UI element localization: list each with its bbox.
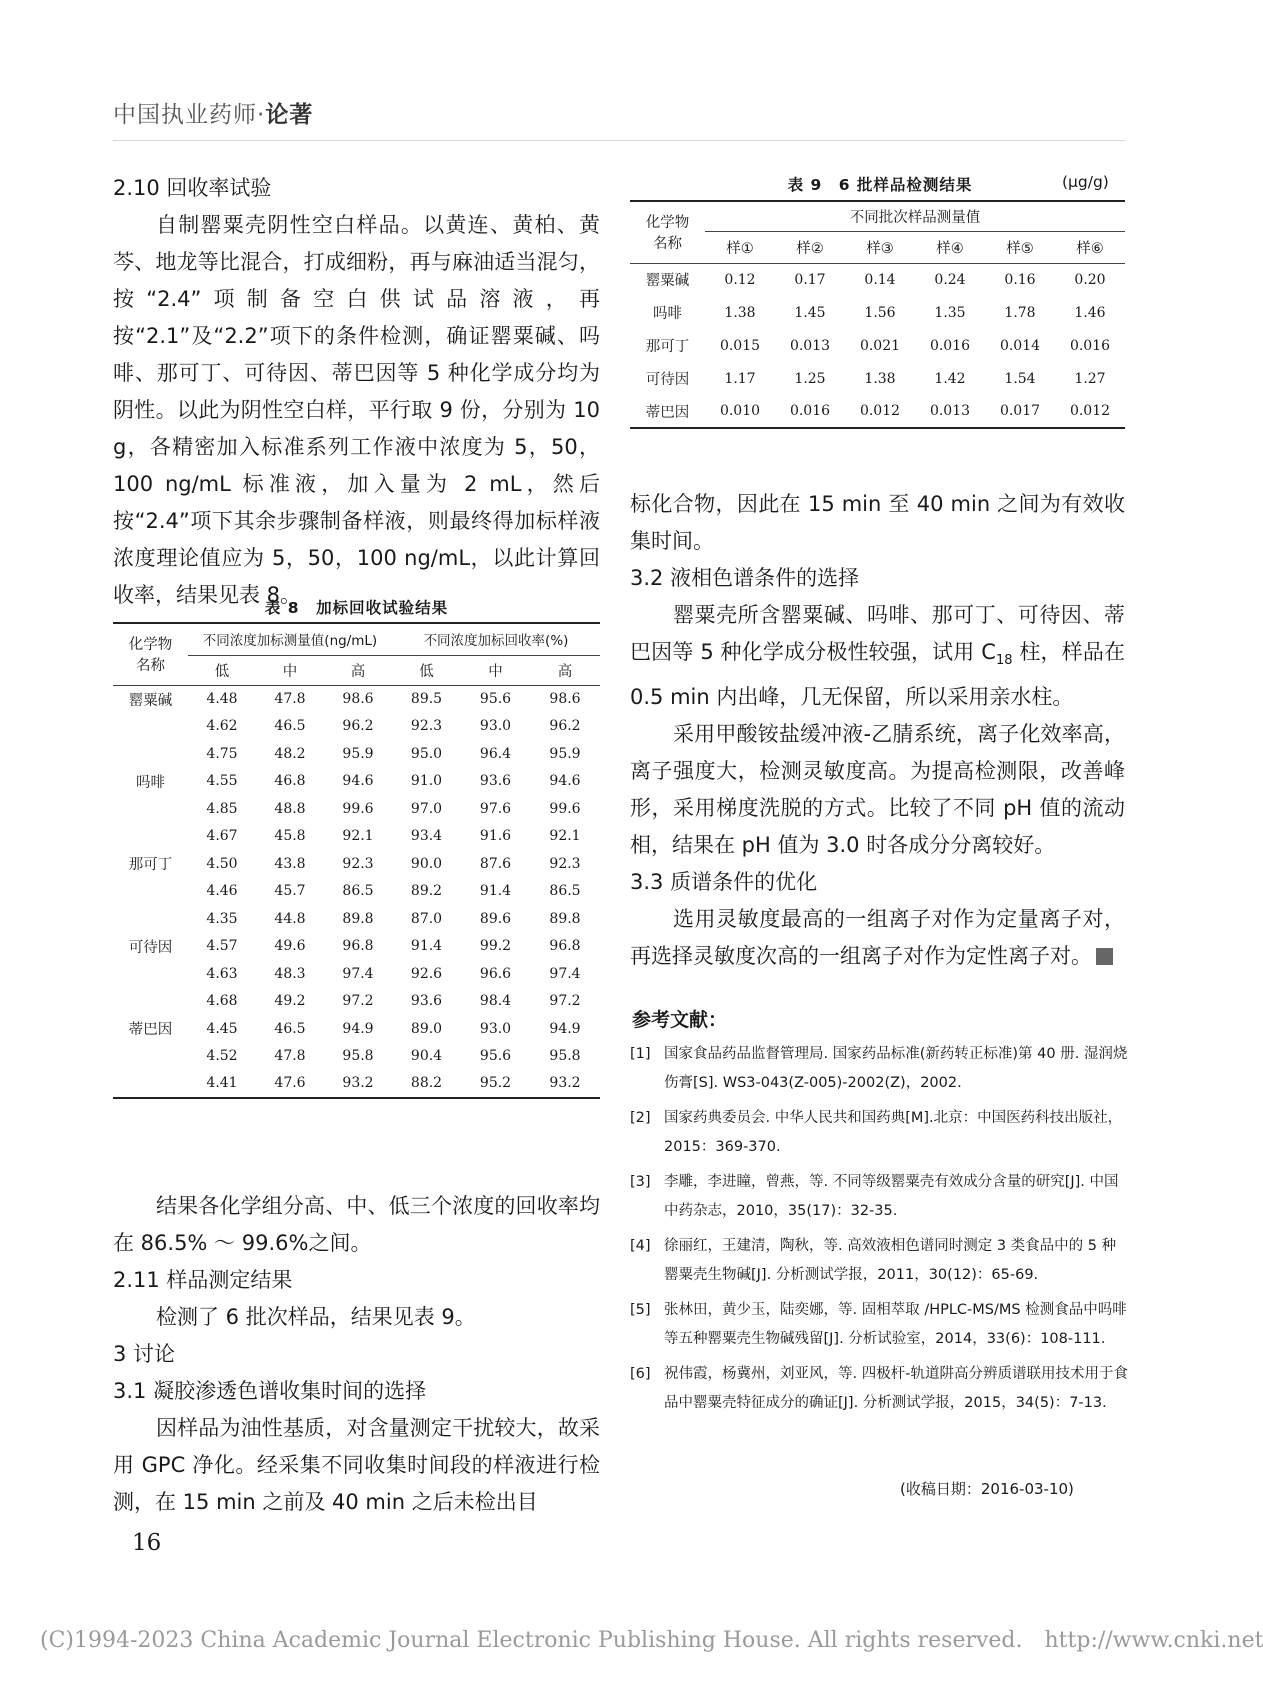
table-cell: 88.2 bbox=[410, 1075, 443, 1092]
table-cell: 87.6 bbox=[479, 855, 512, 872]
table-row bbox=[630, 329, 1125, 362]
table-cell: 97.2 bbox=[549, 993, 581, 1010]
table-cell: 96.8 bbox=[342, 938, 374, 955]
received-date: (收稿日期：2016-03-10) bbox=[900, 1480, 1074, 1498]
table-row bbox=[630, 362, 1125, 395]
table-cell: 48.2 bbox=[274, 745, 306, 762]
table-cell: 0.013 bbox=[929, 403, 971, 419]
compound-name: 罂粟碱 bbox=[128, 692, 173, 709]
table9 bbox=[630, 200, 1125, 429]
table-cell: 99.2 bbox=[479, 938, 512, 955]
table-cell: 4.45 bbox=[206, 1020, 238, 1037]
table-cell: 91.6 bbox=[479, 828, 512, 845]
table-cell: 0.012 bbox=[859, 403, 901, 419]
table-cell: 1.27 bbox=[1074, 370, 1106, 387]
table8 bbox=[113, 622, 600, 1099]
c18-subscript: 18 bbox=[995, 653, 1013, 669]
table-cell: 92.3 bbox=[342, 855, 374, 872]
table-cell: 99.6 bbox=[342, 800, 374, 817]
table-cell: 95.9 bbox=[549, 745, 581, 762]
table9-sample-header: 样② bbox=[796, 240, 824, 257]
table-cell: 1.45 bbox=[794, 304, 826, 321]
table-cell: 4.50 bbox=[206, 855, 238, 872]
table-cell: 47.8 bbox=[274, 1048, 306, 1065]
table-cell: 4.46 bbox=[206, 883, 238, 900]
table-row bbox=[630, 263, 1125, 296]
header-divider bbox=[113, 140, 1125, 141]
table-cell: 92.1 bbox=[549, 828, 581, 845]
table-row bbox=[113, 768, 600, 796]
section-3-2-para1 bbox=[630, 597, 1125, 716]
table-cell: 1.38 bbox=[724, 304, 756, 321]
table9-sample-header: 样④ bbox=[936, 240, 964, 257]
table-cell: 89.8 bbox=[342, 910, 374, 927]
table-cell: 1.25 bbox=[794, 370, 826, 387]
left-column-bottom bbox=[113, 1188, 600, 1521]
table8-level-header: 低 bbox=[419, 663, 434, 680]
compound-name bbox=[113, 878, 188, 906]
section-3-1-title: 3.1 凝胶渗透色谱收集时间的选择 bbox=[113, 1379, 427, 1403]
table-cell: 96.6 bbox=[479, 965, 512, 982]
table-cell: 48.3 bbox=[274, 965, 306, 982]
section-name: 论著 bbox=[265, 102, 314, 128]
table8-head-recovery: 不同浓度加标回收率(%) bbox=[392, 623, 600, 655]
table-row bbox=[113, 823, 600, 851]
compound-name bbox=[113, 960, 188, 988]
compound-name: 罂粟碱 bbox=[645, 273, 690, 290]
compound-name: 那可丁 bbox=[128, 857, 173, 874]
reference-text: 李雕，李进瞳，曾燕，等. 不同等级罂粟壳有效成分含量的研究[J]. 中国中药杂志，2010，35(17)：32-35. bbox=[664, 1174, 1119, 1219]
compound-name bbox=[113, 1070, 188, 1098]
table-cell: 0.20 bbox=[1074, 271, 1106, 288]
section-3-title: 3 讨论 bbox=[113, 1342, 176, 1366]
table-row bbox=[630, 296, 1125, 329]
table-cell: 49.6 bbox=[274, 938, 306, 955]
section-3-2-para2: 采用甲酸铵盐缓冲液-乙腈系统，离子化效率高，离子强度大，检测灵敏度高。为提高检测限，改善峰形，采用梯度洗脱的方式。比较了不同 pH 值的流动相，结果在 pH 值为 3.0 时各成分分离较好。 bbox=[630, 722, 1125, 858]
compound-name bbox=[113, 795, 188, 823]
section-3-2-para1-tail: 柱，样品在 0.5 min 内出峰，几无保留，所以采用亲水柱。 bbox=[630, 640, 1125, 710]
compound-name: 蒂巴因 bbox=[128, 1022, 173, 1039]
reference-index: [4] bbox=[630, 1238, 651, 1254]
section-2-10-body: 自制罂粟壳阴性空白样品。以黄连、黄柏、黄芩、地龙等比混合，打成细粉，再与麻油适当混匀，按“2.4”项制备空白供试品溶液，再按“2.1”及“2.2”项下的条件检测，确证罂粟碱、吗啡、那可丁、可待因、蒂巴因等 5 种化学成分均为阴性。以此为阴性空白样，平行取 9 份，分别为 10 g，各精密加入标准系列工作液中浓度为 5，50，100 ng/mL 标准液，加入量为 2 mL，然后按“2.4”项下其余步骤制备样液，则最终得加标样液浓度理论值应为 5，50，100 ng/mL，以此计算回收率，结果见表 8。 bbox=[113, 213, 600, 607]
table-cell: 94.6 bbox=[342, 773, 374, 790]
table-row bbox=[113, 795, 600, 823]
section-3-2-para1-text: 罂粟壳所含罂粟碱、吗啡、那可丁、可待因、蒂巴因等 5 种化学成分极性较强，试用 C bbox=[630, 603, 1125, 664]
section-3-3-text: 选用灵敏度最高的一组离子对作为定量离子对，再选择灵敏度次高的一组离子对作为定性离子对。 bbox=[630, 907, 1125, 969]
table-cell: 92.6 bbox=[410, 965, 443, 982]
copyright-text: (C)1994-2023 China Academic Journal Electronic Publishing House. All rights reserved. bbox=[40, 1628, 1023, 1653]
table-cell: 91.4 bbox=[479, 883, 512, 900]
table9-unit: (μg/g) bbox=[1062, 173, 1109, 191]
table-cell: 47.8 bbox=[274, 691, 306, 707]
table9-sample-header: 样① bbox=[726, 240, 754, 257]
table8-head-compound bbox=[113, 623, 188, 685]
table-cell: 45.8 bbox=[274, 828, 306, 845]
table-cell: 0.012 bbox=[1069, 403, 1111, 419]
table-cell: 89.0 bbox=[410, 1020, 443, 1037]
compound-name: 可待因 bbox=[645, 372, 690, 388]
table-cell: 4.41 bbox=[206, 1075, 238, 1092]
table-cell: 0.015 bbox=[719, 337, 761, 354]
table8-level-header: 高 bbox=[557, 663, 573, 680]
table-cell: 91.0 bbox=[410, 773, 443, 790]
reference-item bbox=[630, 1168, 1130, 1226]
table-cell: 95.2 bbox=[479, 1075, 512, 1092]
table-row bbox=[113, 850, 600, 878]
reference-item bbox=[630, 1040, 1130, 1098]
compound-name bbox=[113, 740, 188, 768]
reference-text: 祝伟霞，杨冀州，刘亚风，等. 四极杆-轨道阱高分辨质谱联用技术用于食品中罂粟壳特征成分的确证[J]. 分析测试学报，2015，34(5)：7-13. bbox=[664, 1366, 1128, 1411]
table-cell: 94.9 bbox=[342, 1020, 374, 1037]
table-cell: 96.4 bbox=[479, 745, 512, 762]
table-cell: 93.6 bbox=[410, 993, 443, 1010]
section-3-2-title: 3.2 液相色谱条件的选择 bbox=[630, 566, 860, 590]
table-cell: 93.0 bbox=[479, 718, 512, 735]
table-cell: 1.17 bbox=[724, 370, 756, 387]
table-cell: 1.78 bbox=[1004, 304, 1036, 321]
reference-index: [6] bbox=[630, 1366, 651, 1382]
table8-head-compound-line2: 名称 bbox=[136, 658, 165, 675]
table-cell: 97.2 bbox=[342, 993, 374, 1010]
table-cell: 98.4 bbox=[479, 993, 512, 1010]
reference-item bbox=[630, 1104, 1130, 1162]
table-cell: 98.6 bbox=[549, 691, 581, 707]
compound-name: 吗啡 bbox=[136, 774, 165, 791]
table9-head-compound-line2: 名称 bbox=[653, 236, 682, 253]
copyright-footer bbox=[40, 1628, 1263, 1653]
table8-level-header: 中 bbox=[488, 663, 503, 680]
table-cell: 0.013 bbox=[789, 337, 831, 354]
compound-name: 可待因 bbox=[128, 939, 173, 956]
section-3-3-title: 3.3 质谱条件的优化 bbox=[630, 870, 818, 895]
table-cell: 89.2 bbox=[410, 883, 443, 900]
table-cell: 90.0 bbox=[410, 855, 443, 872]
table-cell: 97.6 bbox=[479, 800, 512, 817]
compound-name: 那可丁 bbox=[645, 339, 690, 355]
reference-index: [2] bbox=[630, 1110, 651, 1126]
section-2-10-title: 2.10 回收率试验 bbox=[113, 176, 272, 200]
reference-item bbox=[630, 1360, 1130, 1418]
table-cell: 0.017 bbox=[999, 403, 1041, 419]
table-cell: 4.55 bbox=[206, 773, 238, 790]
table8-head-compound-line1: 化学物 bbox=[128, 637, 173, 654]
table-cell: 93.0 bbox=[479, 1020, 512, 1037]
table-row bbox=[113, 878, 600, 906]
table-cell: 89.6 bbox=[479, 910, 512, 927]
table-cell: 94.6 bbox=[549, 773, 581, 790]
table9-head-compound bbox=[630, 201, 705, 263]
table-cell: 86.5 bbox=[549, 883, 581, 900]
right-column bbox=[630, 486, 1125, 975]
table-cell: 0.16 bbox=[1004, 271, 1036, 288]
table-cell: 99.6 bbox=[549, 800, 581, 817]
reference-item bbox=[630, 1296, 1130, 1354]
table-cell: 45.7 bbox=[274, 883, 306, 900]
section-2-11-body: 检测了 6 批次样品，结果见表 9。 bbox=[156, 1305, 476, 1329]
table-cell: 87.0 bbox=[410, 910, 443, 927]
compound-name bbox=[113, 1043, 188, 1071]
reference-item bbox=[630, 1232, 1130, 1290]
section-3-3-body bbox=[630, 901, 1125, 975]
table-cell: 93.2 bbox=[342, 1075, 374, 1092]
table9-caption: 表 9 6 批样品检测结果 bbox=[787, 176, 973, 194]
reference-text: 徐丽红，王建清，陶秋，等. 高效液相色谱同时测定 3 类食品中的 5 种罂粟壳生物碱[J]. 分析测试学报，2011，30(12)：65-69. bbox=[664, 1238, 1117, 1283]
table8-level-header: 中 bbox=[282, 663, 298, 680]
table-cell: 4.52 bbox=[206, 1048, 238, 1065]
table-cell: 94.9 bbox=[549, 1020, 581, 1037]
table-cell: 95.0 bbox=[410, 745, 443, 762]
table-row bbox=[113, 905, 600, 933]
table-cell: 96.2 bbox=[342, 718, 374, 735]
table-row bbox=[113, 933, 600, 961]
table-cell: 95.8 bbox=[342, 1048, 374, 1065]
table-cell: 97.4 bbox=[549, 965, 581, 982]
table-row bbox=[113, 1070, 600, 1098]
table-row bbox=[113, 1015, 600, 1043]
table-cell: 96.2 bbox=[549, 718, 581, 735]
table-cell: 98.6 bbox=[342, 691, 374, 707]
header-separator: · bbox=[257, 102, 266, 128]
table-cell: 46.5 bbox=[274, 1020, 306, 1037]
table-row bbox=[113, 960, 600, 988]
table8-level-header: 高 bbox=[350, 663, 366, 680]
compound-name bbox=[113, 905, 188, 933]
table9-head-compound-line1: 化学物 bbox=[645, 215, 690, 232]
compound-name bbox=[113, 823, 188, 851]
section-2-11-title: 2.11 样品测定结果 bbox=[113, 1268, 293, 1292]
reference-text: 国家食品药品监督管理局. 国家药品标准(新药转正标准)第 40 册. 湿润烧伤膏[S]. WS3-043(Z-005)-2002(Z)，2002. bbox=[664, 1046, 1128, 1091]
table-cell: 86.5 bbox=[342, 883, 374, 900]
table-cell: 1.46 bbox=[1074, 304, 1106, 321]
table-cell: 4.35 bbox=[206, 910, 238, 927]
reference-text: 国家药典委员会. 中华人民共和国药典[M].北京：中国医药科技出版社，2015：369-370. bbox=[664, 1110, 1123, 1155]
table9-head-group: 不同批次样品测量值 bbox=[705, 201, 1125, 231]
table-cell: 89.8 bbox=[549, 910, 581, 927]
table-row bbox=[113, 740, 600, 768]
table-cell: 4.75 bbox=[206, 745, 238, 762]
table-cell: 47.6 bbox=[274, 1075, 306, 1092]
recovery-summary: 结果各化学组分高、中、低三个浓度的回收率均在 86.5% ～ 99.6%之间。 bbox=[113, 1194, 600, 1255]
journal-header bbox=[113, 96, 313, 129]
reference-index: [3] bbox=[630, 1174, 651, 1190]
table-cell: 0.016 bbox=[1069, 337, 1111, 354]
table-cell: 0.24 bbox=[934, 271, 966, 288]
table-cell: 92.1 bbox=[342, 828, 374, 845]
table-cell: 4.48 bbox=[206, 691, 238, 707]
table-cell: 49.2 bbox=[274, 993, 306, 1010]
table-cell: 1.38 bbox=[864, 370, 896, 387]
table-row bbox=[113, 988, 600, 1016]
table-cell: 0.014 bbox=[999, 337, 1041, 354]
table9-sample-header: 样⑤ bbox=[1006, 240, 1034, 257]
compound-name: 吗啡 bbox=[653, 306, 682, 322]
reference-text: 张林田，黄少玉，陆奕娜，等. 固相萃取 /HPLC-MS/MS 检测食品中吗啡等五种罂粟壳生物碱残留[J]. 分析试验室，2014，33(6)：108-111. bbox=[664, 1302, 1127, 1347]
table-row bbox=[113, 713, 600, 741]
table-cell: 0.14 bbox=[864, 271, 896, 288]
reference-index: [5] bbox=[630, 1302, 651, 1318]
table-cell: 44.8 bbox=[274, 910, 306, 927]
table-cell: 92.3 bbox=[549, 855, 581, 872]
journal-name: 中国执业药师 bbox=[113, 102, 257, 128]
table-cell: 93.2 bbox=[549, 1075, 581, 1092]
table-cell: 95.9 bbox=[342, 745, 374, 762]
table8-head-measured: 不同浓度加标测量值(ng/mL) bbox=[188, 623, 392, 655]
table-cell: 1.54 bbox=[1004, 370, 1036, 387]
section-3-1-body: 因样品为油性基质，对含量测定干扰较大，故采用 GPC 净化。经采集不同收集时间段的样液进行检测，在 15 min 之前及 40 min 之后未检出目 bbox=[113, 1416, 600, 1514]
table-cell: 95.6 bbox=[479, 1048, 512, 1065]
table-cell: 0.016 bbox=[929, 337, 971, 354]
left-column-top bbox=[113, 170, 600, 614]
table-cell: 48.8 bbox=[274, 800, 306, 817]
table9-sample-header: 样③ bbox=[866, 240, 894, 257]
table-cell: 91.4 bbox=[410, 938, 443, 955]
table-cell: 1.35 bbox=[934, 304, 966, 321]
table-cell: 1.56 bbox=[864, 304, 896, 321]
end-of-article-icon bbox=[1096, 948, 1113, 965]
table-cell: 1.42 bbox=[934, 370, 966, 387]
references-title: 参考文献： bbox=[632, 1009, 728, 1031]
table-row bbox=[113, 685, 600, 713]
table-cell: 4.67 bbox=[206, 828, 238, 845]
compound-name bbox=[113, 713, 188, 741]
compound-name: 蒂巴因 bbox=[645, 404, 690, 421]
table-cell: 97.4 bbox=[342, 965, 374, 982]
page-number: 16 bbox=[132, 1530, 162, 1556]
table-cell: 0.016 bbox=[789, 403, 831, 419]
cnki-url[interactable]: http://www.cnki.net bbox=[1044, 1628, 1263, 1653]
table-cell: 0.12 bbox=[724, 271, 756, 288]
reference-index: [1] bbox=[630, 1046, 651, 1062]
table-cell: 46.5 bbox=[274, 718, 306, 735]
table-cell: 4.57 bbox=[206, 938, 238, 955]
table-cell: 95.6 bbox=[479, 691, 512, 707]
table-cell: 90.4 bbox=[410, 1048, 443, 1065]
table-cell: 4.68 bbox=[206, 993, 238, 1010]
table-cell: 96.8 bbox=[549, 938, 581, 955]
table-cell: 93.4 bbox=[410, 828, 443, 845]
table9-sample-header: 样⑥ bbox=[1076, 240, 1104, 257]
table-cell: 4.62 bbox=[206, 718, 238, 735]
table-cell: 97.0 bbox=[410, 800, 443, 817]
table-cell: 0.17 bbox=[794, 271, 826, 288]
table-cell: 95.8 bbox=[549, 1048, 581, 1065]
table-cell: 0.021 bbox=[859, 337, 901, 354]
table8-caption: 表 8 加标回收试验结果 bbox=[264, 599, 449, 617]
table-cell: 93.6 bbox=[479, 773, 512, 790]
table-row bbox=[113, 1043, 600, 1071]
table-cell: 43.8 bbox=[274, 855, 306, 872]
references-list bbox=[630, 1040, 1130, 1424]
table-cell: 4.63 bbox=[206, 965, 238, 982]
compound-name bbox=[113, 988, 188, 1016]
table-row bbox=[630, 395, 1125, 428]
table-cell: 46.8 bbox=[274, 773, 306, 790]
table-cell: 89.5 bbox=[410, 691, 443, 707]
table-cell: 0.010 bbox=[719, 403, 761, 419]
table-cell: 4.85 bbox=[206, 800, 238, 817]
table8-level-header: 低 bbox=[214, 663, 230, 680]
table-cell: 92.3 bbox=[410, 718, 443, 735]
section-3-1-continued: 标化合物，因此在 15 min 至 40 min 之间为有效收集时间。 bbox=[630, 492, 1125, 553]
